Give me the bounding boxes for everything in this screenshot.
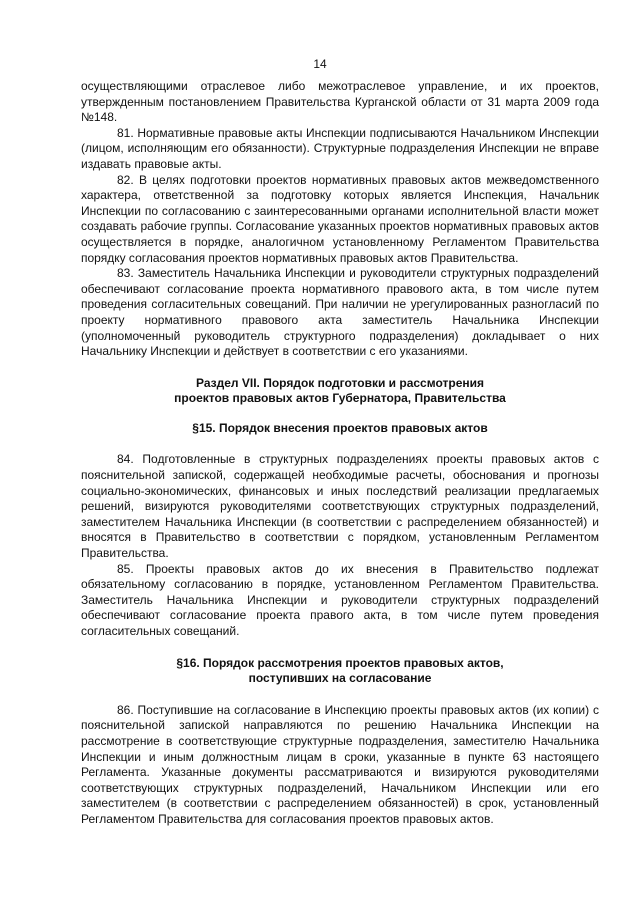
paragraph-16-heading-line-2: поступивших на согласование: [248, 671, 432, 686]
paragraph-15-heading: §15. Порядок внесения проектов правовых актов: [192, 420, 488, 435]
paragraph-81: 81. Нормативные правовые акты Инспекции подписываются Начальником Инспекции (лицом, исполняющим его обязанности). Структурные подразделения Инспекции не вправе издавать правовые акты.: [81, 125, 599, 171]
section-7-heading-line-1: Раздел VII. Порядок подготовки и рассмотрения: [195, 375, 484, 390]
paragraph-85: 85. Проекты правовых актов до их внесения в Правительство подлежат обязательному согласованию в порядке, установленном Регламентом Правительства. Заместитель Начальника Инспекции и руководители структурных подразделений обеспечивают согласование проекта правого акта, в том числе путем проведения согласительных совещаний.: [81, 561, 599, 638]
paragraph-82: 82. В целях подготовки проектов нормативных правовых актов межведомственного характера, ответственной за подготовку которых является Инспекция, Начальник Инспекции по согласованию с заинтересованными органами исполнительной власти может создавать рабочие группы. Согласование указанных проектов нормативных правовых актов осуществляется в порядке, аналогичном установленному Регламентом Правительства порядку согласования проектов нормативных правовых актов Правительства.: [81, 172, 599, 265]
page-number: 14: [313, 57, 327, 71]
paragraph-86: 86. Поступившие на согласование в Инспекцию проекты правовых актов (их копии) с пояснительной запиской направляются по решению Начальника Инспекции на рассмотрение в соответствующие структурные подразделения, заместителю Начальника Инспекции и иным должностным лицам в сроки, указанные в пункте 63 настоящего Регламента. Указанные документы рассматриваются и визируются руководителями соответствующих структурных подразделений, Начальником Инспекции или его заместителем (в соответствии с распределением обязанностей) в срок, установленный Регламентом Правительства для согласования проектов правовых актов.: [81, 702, 599, 826]
section-7-heading: [81, 376, 599, 407]
paragraph-83: 83. Заместитель Начальника Инспекции и руководители структурных подразделений обеспечивают согласование проекта нормативного правового акта, в том числе путем проведения согласительных совещаний. При наличии не урегулированных разногласий по проекту нормативного правового акта заместитель Начальника Инспекции (уполномоченный руководитель структурного подразделения) докладывает о них Начальнику Инспекции и действует в соответствии с его указаниями.: [81, 266, 599, 359]
document-body: [81, 79, 599, 828]
section-7-heading-line-2: проектов правовых актов Губернатора, Правительства: [174, 391, 506, 406]
paragraph-84: 84. Подготовленные в структурных подразделениях проекты правовых актов с пояснительной запиской, содержащей необходимые расчеты, обоснования и прогнозы социально-экономических, финансовых и иных последствий реализации предлагаемых решений, визируются руководителями соответствующих структурных подразделений, заместителем Начальника Инспекции (в соответствии с распределением обязанностей) и вносятся в Правительство в соответствии с порядком, установленным Регламентом Правительства.: [81, 452, 599, 561]
paragraph-continuation: осуществляющими отраслевое либо межотраслевое управление, и их проектов, утвержденным постановлением Правительства Курганской области от 31 марта 2009 года №148.: [81, 79, 599, 125]
paragraph-16-heading: [81, 656, 599, 687]
paragraph-16-heading-line-1: §16. Порядок рассмотрения проектов правовых актов,: [176, 655, 504, 670]
